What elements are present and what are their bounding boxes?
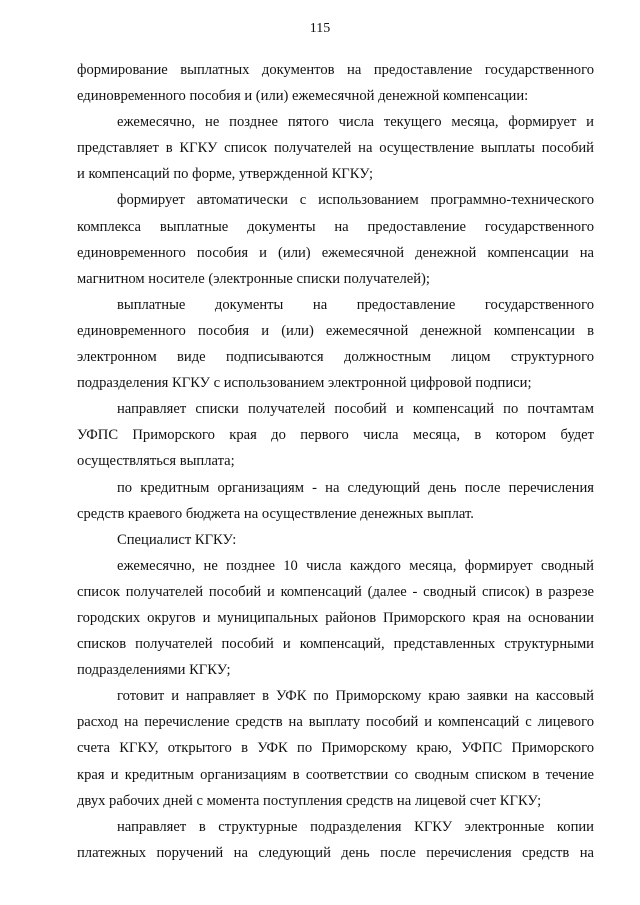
text-line: по кредитным организациям - на следующий день после перечисления [117,479,594,496]
text-line: счета КГКУ, открытого в УФК по Приморскому краю, УФПС Приморского [77,740,594,757]
text-line: списков получателей пособий и компенсаций, представленных структурными [77,636,594,653]
text-line: городских округов и муниципальных районов Приморского края на основании [77,609,594,626]
text-line: подразделения КГКУ с использованием электронной цифровой подписи; [77,375,532,392]
text-line: двух рабочих дней с момента поступления средств на лицевой счет КГКУ; [77,792,542,809]
text-line: подразделениями КГКУ; [77,662,231,679]
text-line: ежемесячно, не позднее 10 числа каждого месяца, формирует сводный [117,557,594,574]
text-line: направляет списки получателей пособий и компенсаций по почтамтам [117,401,594,418]
text-line: и компенсаций по форме, утвержденной КГКУ; [77,166,374,183]
text-line: единовременного пособия и (или) ежемесячной денежной компенсации: [77,88,529,105]
text-line: края и кредитным организациям в соответствии со сводным списком в течение [77,766,594,783]
text-line: единовременного пособия и (или) ежемесячной денежной компенсации на [77,244,594,261]
text-line: платежных поручений на следующий день после перечисления средств на [77,844,594,861]
text-line: формирование выплатных документов на предоставление государственного [77,62,594,78]
text-line: расход на перечисление средств на выплату пособий и компенсаций с лицевого [77,714,594,731]
text-line: УФПС Приморского края до первого числа месяца, в котором будет [77,427,594,444]
text-line: осуществляться выплата; [77,453,235,470]
text-line: электронном виде подписываются должностным лицом структурного [77,349,594,366]
text-line: выплатные документы на предоставление государственного [117,296,594,313]
text-line: Специалист КГКУ: [117,531,237,548]
text-line: готовит и направляет в УФК по Приморскому краю заявки на кассовый [117,688,594,705]
text-line: комплекса выплатные документы на предоставление государственного [77,218,594,235]
text-line: направляет в структурные подразделения КГКУ электронные копии [117,818,594,835]
text-line: магнитном носителе (электронные списки получателей); [77,270,430,287]
text-line: формирует автоматически с использованием программно-технического [117,192,594,209]
document-body [77,57,594,866]
page-number: 115 [309,21,331,36]
text-line: список получателей пособий и компенсаций (далее - сводный список) в разрезе [77,583,594,600]
text-line: единовременного пособия и (или) ежемесячной денежной компенсации в [77,322,594,339]
text-line: представляет в КГКУ список получателей на осуществление выплаты пособий [77,140,594,157]
text-line: средств краевого бюджета на осуществление денежных выплат. [77,505,474,522]
text-line: ежемесячно, не позднее пятого числа текущего месяца, формирует и [117,114,594,131]
